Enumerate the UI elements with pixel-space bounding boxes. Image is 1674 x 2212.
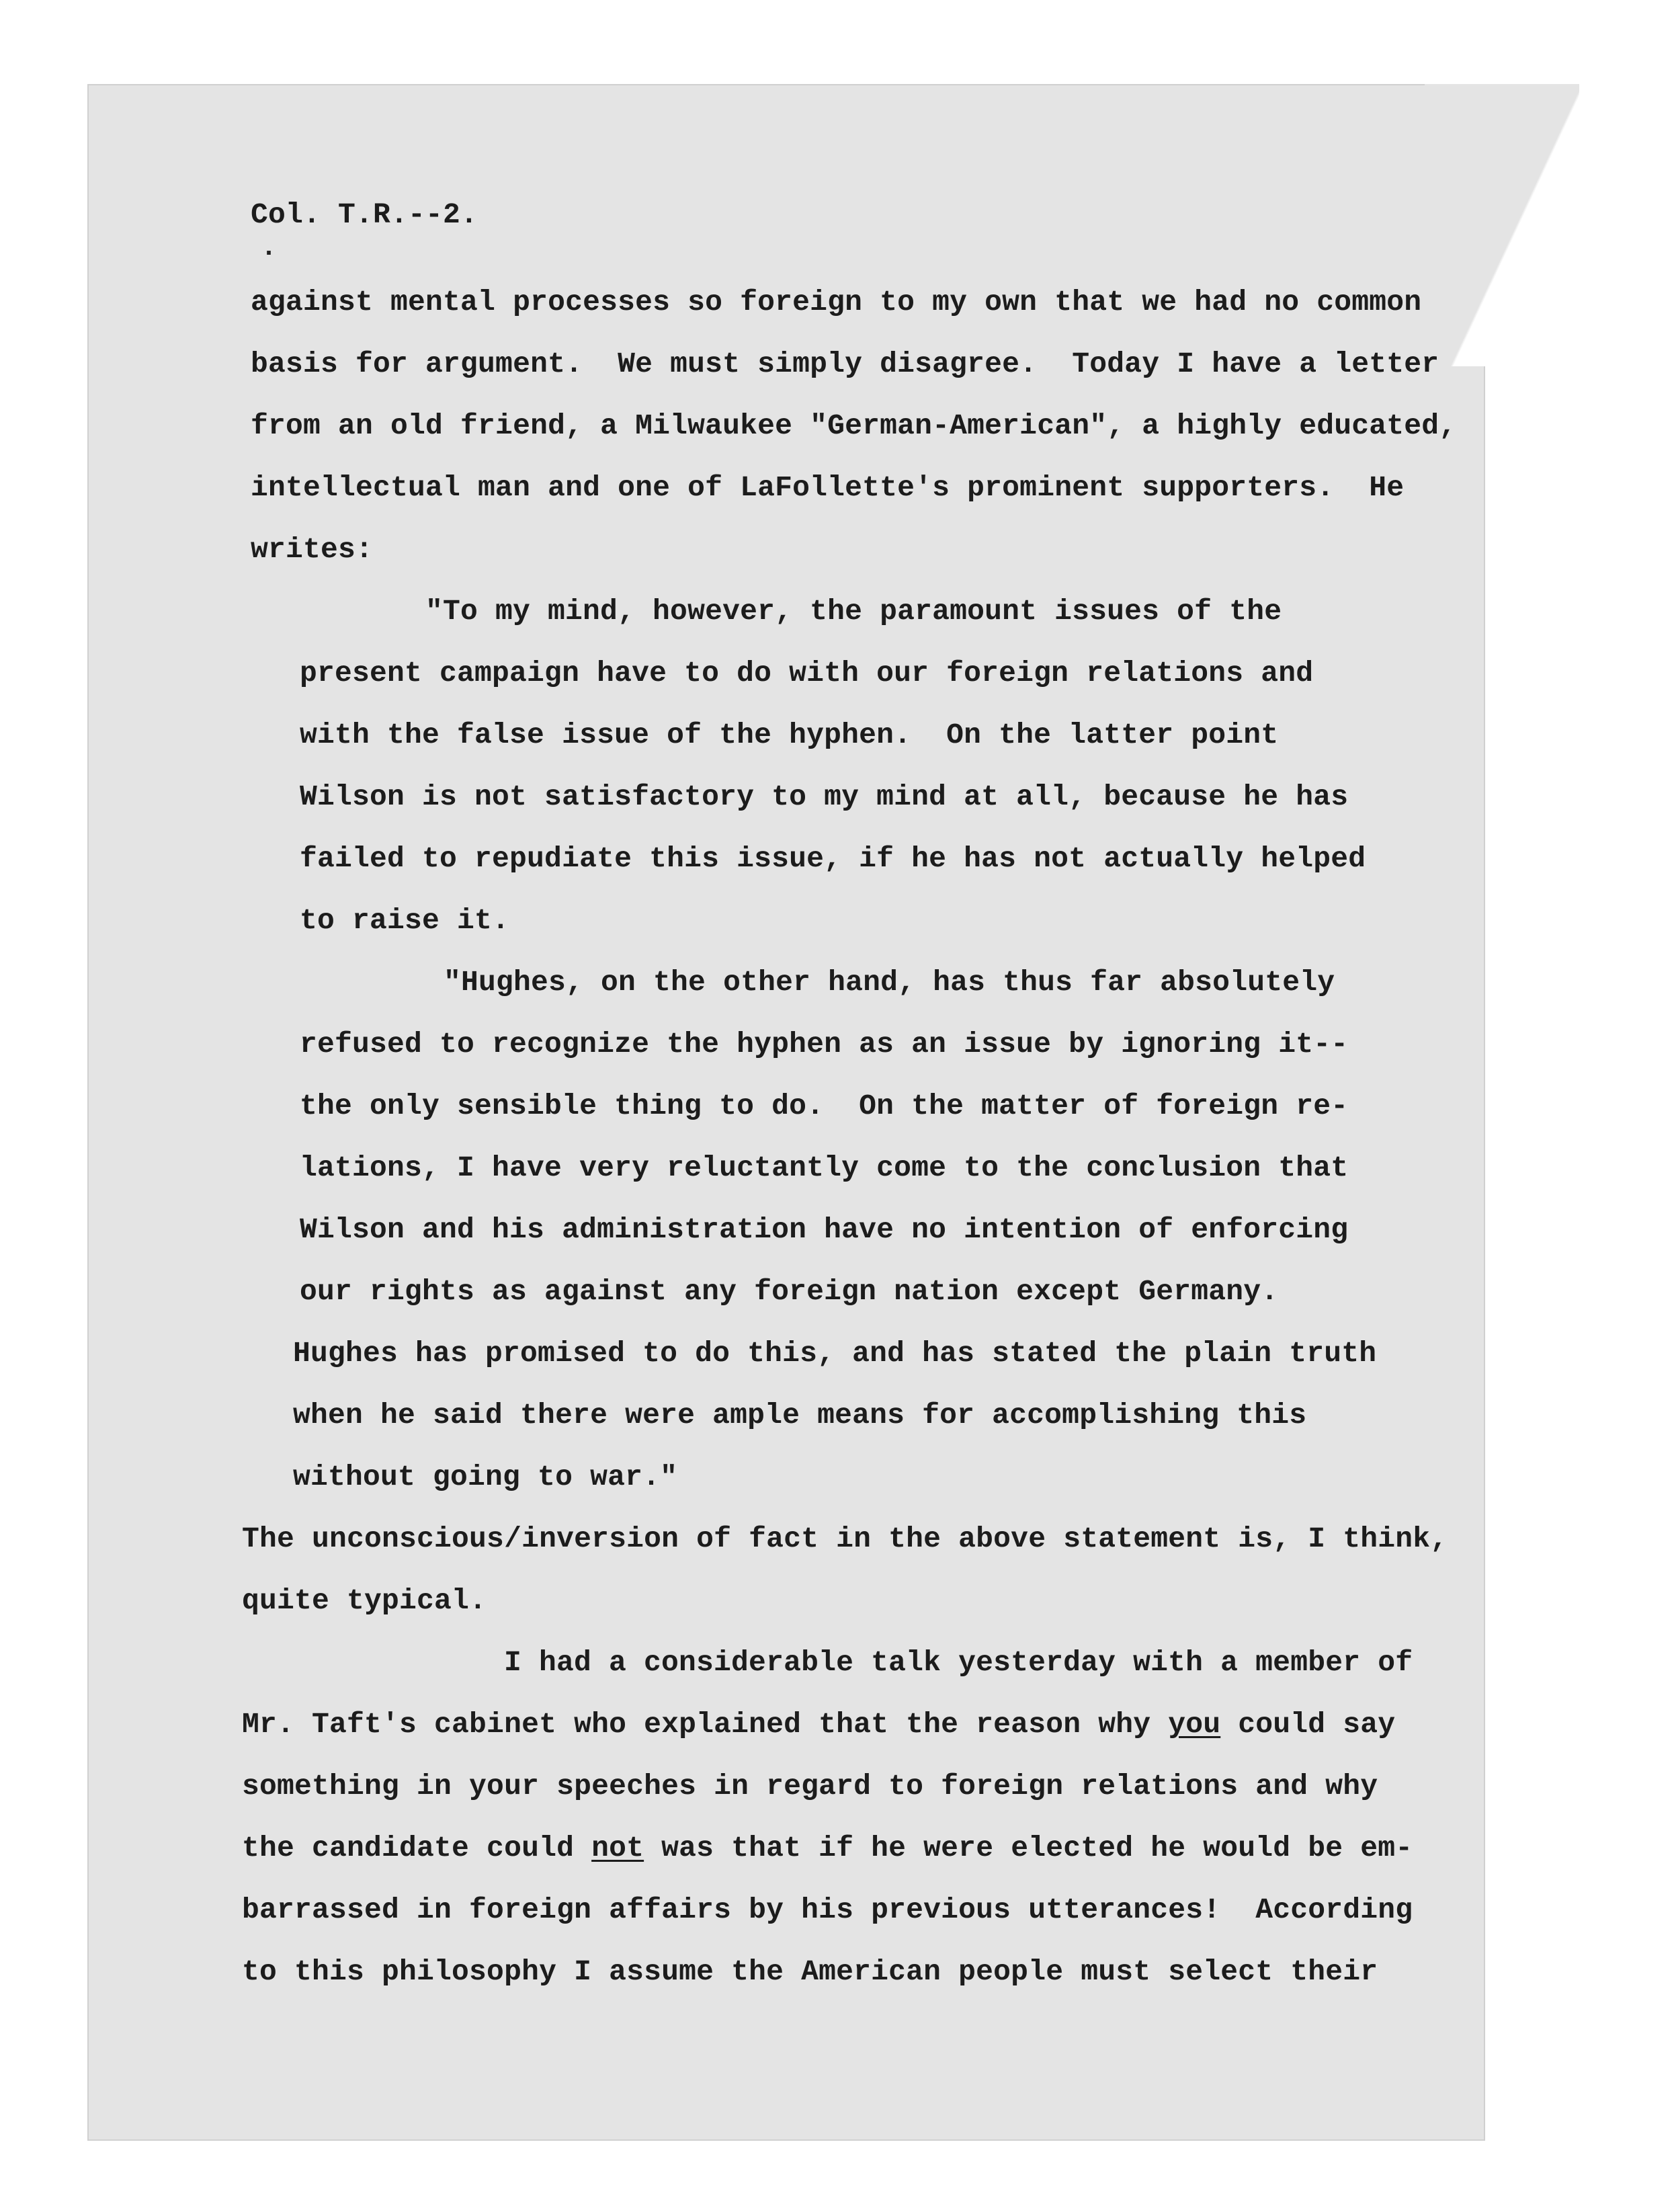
quote2-line: Wilson and his administration have no intention of enforcing — [300, 1213, 1349, 1246]
quote2-line: our rights as against any foreign nation except Germany. — [300, 1275, 1279, 1308]
paragraph3-line: to this philosophy I assume the American people must select their — [242, 1955, 1378, 1988]
paragraph2-line: quite typical. — [242, 1584, 487, 1617]
quote1-line: failed to repudiate this issue, if he has not actually helped — [300, 842, 1366, 875]
quote2-line: when he said there were ample means for accomplishing this — [293, 1399, 1307, 1432]
paragraph1-line: basis for argument. We must simply disagree. Today I have a letter — [251, 347, 1439, 380]
paragraph3-line: I had a considerable talk yesterday with a member of — [504, 1646, 1413, 1679]
quote1-line: to raise it. — [300, 904, 510, 937]
underlined-word: not — [591, 1832, 644, 1865]
paragraph3-line — [242, 1710, 1395, 1739]
paragraph1-line: against mental processes so foreign to my own that we had no common — [251, 286, 1422, 319]
paragraph1-line: intellectual man and one of LaFollette's prominent supporters. He — [251, 471, 1405, 504]
quote2-line: "Hughes, on the other hand, has thus far absolutely — [444, 966, 1335, 999]
underlined-word: you — [1168, 1708, 1221, 1741]
quote2-line: refused to recognize the hyphen as an issue by ignoring it-- — [300, 1028, 1349, 1061]
text-run: was that if he were elected he would be em- — [644, 1832, 1413, 1865]
paragraph2-line: The unconscious/inversion of fact in the above statement is, I think, — [242, 1522, 1448, 1555]
quote1-line: Wilson is not satisfactory to my mind at all, because he has — [300, 780, 1349, 813]
text-run: the candidate could — [242, 1832, 592, 1865]
paragraph3-line — [242, 1832, 1413, 1865]
text-run: Mr. Taft's cabinet who explained that the reason why — [242, 1708, 1169, 1741]
paragraph3-line: barrassed in foreign affairs by his previous utterances! According — [242, 1893, 1413, 1926]
quote1-line: with the false issue of the hyphen. On the latter point — [300, 719, 1279, 751]
quote2-line: the only sensible thing to do. On the matter of foreign re- — [300, 1090, 1349, 1122]
quote2-line: without going to war." — [293, 1461, 678, 1493]
paragraph3-line: something in your speeches in regard to foreign relations and why — [242, 1770, 1378, 1803]
paragraph1-line: from an old friend, a Milwaukee "German-American", a highly educated, — [251, 409, 1457, 442]
stray-dot: · — [261, 239, 278, 269]
quote1-line: present campaign have to do with our foreign relations and — [300, 657, 1314, 690]
quote1-line: "To my mind, however, the paramount issues of the — [425, 595, 1282, 628]
quote2-line: lations, I have very reluctantly come to the conclusion that — [300, 1151, 1349, 1184]
text-run: could say — [1220, 1708, 1396, 1741]
folded-corner — [1425, 84, 1579, 366]
paragraph1-line: writes: — [251, 533, 374, 566]
quote2-line: Hughes has promised to do this, and has stated the plain truth — [293, 1337, 1377, 1370]
page-reference: Col. T.R.--2. — [251, 198, 478, 231]
